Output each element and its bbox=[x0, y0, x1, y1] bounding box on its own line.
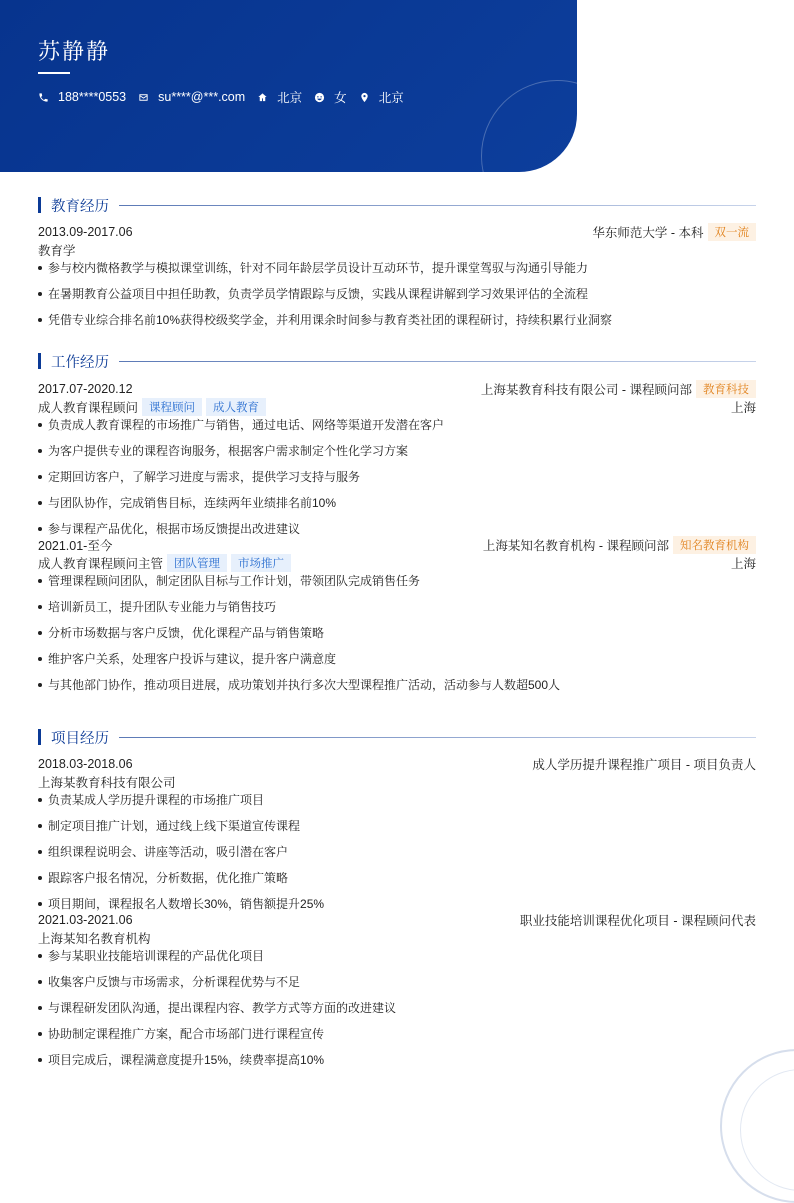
project-header-row bbox=[38, 911, 756, 929]
major: 教育学 bbox=[38, 244, 76, 258]
role-tag: 课程顾问 bbox=[142, 398, 202, 416]
work-header-row bbox=[38, 380, 756, 398]
section-heading bbox=[38, 196, 756, 214]
role-row bbox=[38, 398, 756, 416]
work-entry bbox=[38, 536, 756, 702]
list-item: 跟踪客户报名情况，分析数据，优化推广策略 bbox=[38, 869, 756, 895]
project-name-role: 成人学历提升课程推广项目 - 项目负责人 bbox=[532, 758, 756, 772]
list-item: 制定项目推广计划，通过线上线下渠道宣传课程 bbox=[38, 817, 756, 843]
section-heading bbox=[38, 728, 756, 746]
section-title: 项目经历 bbox=[51, 730, 109, 747]
project-org-row bbox=[38, 773, 756, 791]
work-header-row bbox=[38, 536, 756, 554]
list-item: 参与校内微格教学与模拟课堂训练，针对不同年龄层学员设计互动环节，提升课堂驾驭与沟通引导能力 bbox=[38, 259, 756, 285]
section-bar bbox=[38, 729, 41, 745]
work-city: 上海 bbox=[730, 401, 756, 415]
work-bullets bbox=[38, 572, 756, 702]
list-item: 定期回访客户，了解学习进度与需求，提供学习支持与服务 bbox=[38, 468, 756, 494]
contact-phone bbox=[38, 90, 126, 104]
list-item: 为客户提供专业的课程咨询服务，根据客户需求制定个性化学习方案 bbox=[38, 442, 756, 468]
work-bullets bbox=[38, 416, 756, 536]
project-org: 上海某知名教育机构 bbox=[38, 932, 151, 946]
role-tag: 成人教育 bbox=[206, 398, 266, 416]
role-title: 成人教育课程顾问主管 bbox=[38, 557, 164, 571]
company-tag: 知名教育机构 bbox=[673, 536, 756, 554]
work-section bbox=[38, 352, 756, 702]
company-dept: 上海某知名教育机构 - 课程顾问部 bbox=[482, 539, 669, 553]
list-item: 在暑期教育公益项目中担任助教，负责学员学情跟踪与反馈，实践从课程讲解到学习效果评估的全流程 bbox=[38, 285, 756, 311]
hometown-text: 北京 bbox=[277, 91, 303, 105]
work-entry bbox=[38, 380, 756, 536]
list-item: 与其他部门协作，推动项目进展，成功策划并执行多次大型课程推广活动，活动参与人数超500人 bbox=[38, 676, 756, 702]
contact-hometown bbox=[257, 88, 302, 106]
project-org: 上海某教育科技有限公司 bbox=[38, 776, 176, 790]
work-city: 上海 bbox=[730, 557, 756, 571]
education-bullets bbox=[38, 259, 756, 337]
section-bar bbox=[38, 197, 41, 213]
education-section bbox=[38, 196, 756, 337]
project-entry bbox=[38, 755, 756, 911]
list-item: 参与课程产品优化，根据市场反馈提出改进建议 bbox=[38, 520, 756, 536]
section-bar bbox=[38, 353, 41, 369]
section-title: 教育经历 bbox=[51, 198, 109, 215]
project-entry bbox=[38, 911, 756, 1077]
contact-info bbox=[38, 88, 416, 106]
resume-header bbox=[0, 0, 577, 172]
list-item: 负责某成人学历提升课程的市场推广项目 bbox=[38, 791, 756, 817]
candidate-name: 苏静静 bbox=[38, 39, 111, 64]
list-item: 协助制定课程推广方案，配合市场部门进行课程宣传 bbox=[38, 1025, 756, 1051]
section-divider bbox=[119, 361, 756, 362]
project-bullets bbox=[38, 791, 756, 911]
list-item: 维护客户关系，处理客户投诉与建议，提升客户满意度 bbox=[38, 650, 756, 676]
section-divider bbox=[119, 737, 756, 738]
list-item: 负责成人教育课程的市场推广与销售，通过电话、网络等渠道开发潜在客户 bbox=[38, 416, 756, 442]
company-dept: 上海某教育科技有限公司 - 课程顾问部 bbox=[480, 383, 692, 397]
phone-icon bbox=[38, 92, 49, 103]
location-text: 北京 bbox=[378, 91, 404, 105]
email-text: su****@***.com bbox=[158, 90, 246, 104]
list-item: 收集客户反馈与市场需求，分析课程优势与不足 bbox=[38, 973, 756, 999]
face-icon bbox=[314, 92, 325, 103]
role-tag: 市场推广 bbox=[231, 554, 291, 572]
work-period: 2017.07-2020.12 bbox=[38, 382, 133, 396]
project-bullets bbox=[38, 947, 756, 1077]
project-period: 2018.03-2018.06 bbox=[38, 757, 133, 771]
contact-email bbox=[138, 90, 245, 104]
section-heading bbox=[38, 352, 756, 370]
company-tag: 教育科技 bbox=[696, 380, 756, 398]
list-item: 项目期间，课程报名人数增长30%，销售额提升25% bbox=[38, 895, 756, 911]
school-degree: 华东师范大学 - 本科 bbox=[592, 226, 704, 240]
location-pin-icon bbox=[359, 92, 370, 103]
list-item: 培训新员工，提升团队专业能力与销售技巧 bbox=[38, 598, 756, 624]
projects-section bbox=[38, 728, 756, 1077]
major-row bbox=[38, 241, 756, 259]
home-icon bbox=[257, 92, 268, 103]
list-item: 组织课程说明会、讲座等活动，吸引潜在客户 bbox=[38, 843, 756, 869]
project-org-row bbox=[38, 929, 756, 947]
contact-location bbox=[359, 88, 404, 106]
project-name-role: 职业技能培训课程优化项目 - 课程顾问代表 bbox=[519, 914, 756, 928]
role-title: 成人教育课程顾问 bbox=[38, 401, 139, 415]
section-title: 工作经历 bbox=[51, 354, 109, 371]
project-period: 2021.03-2021.06 bbox=[38, 913, 133, 927]
list-item: 与团队协作，完成销售目标，连续两年业绩排名前10% bbox=[38, 494, 756, 520]
project-header-row bbox=[38, 755, 756, 773]
role-row bbox=[38, 554, 756, 572]
list-item: 分析市场数据与客户反馈，优化课程产品与销售策略 bbox=[38, 624, 756, 650]
section-divider bbox=[119, 205, 756, 206]
list-item: 管理课程顾问团队，制定团队目标与工作计划，带领团队完成销售任务 bbox=[38, 572, 756, 598]
list-item: 项目完成后，课程满意度提升15%，续费率提高10% bbox=[38, 1051, 756, 1077]
name-underline bbox=[38, 72, 70, 74]
mail-icon bbox=[138, 92, 149, 103]
list-item: 与课程研发团队沟通，提出课程内容、教学方式等方面的改进建议 bbox=[38, 999, 756, 1025]
list-item: 参与某职业技能培训课程的产品优化项目 bbox=[38, 947, 756, 973]
contact-gender bbox=[314, 88, 347, 106]
list-item: 凭借专业综合排名前10%获得校级奖学金，并利用课余时间参与教育类社团的课程研讨，持续积累行业洞察 bbox=[38, 311, 756, 337]
school-tag: 双一流 bbox=[708, 223, 757, 241]
education-header-row bbox=[38, 223, 756, 241]
decorative-circle bbox=[481, 80, 577, 172]
role-tag: 团队管理 bbox=[167, 554, 227, 572]
phone-text: 188****0553 bbox=[58, 90, 127, 104]
gender-text: 女 bbox=[334, 91, 347, 105]
education-period: 2013.09-2017.06 bbox=[38, 225, 133, 239]
work-period: 2021.01-至今 bbox=[38, 539, 113, 553]
